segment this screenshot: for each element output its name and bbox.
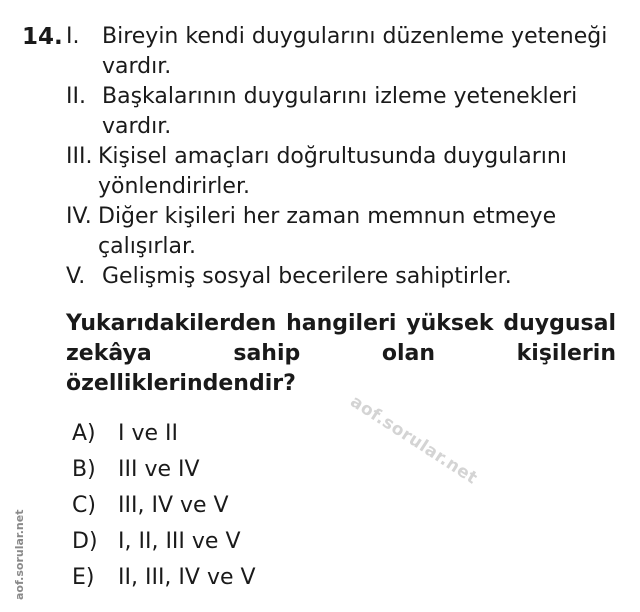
question-stem: Yukarıdakilerden hangileri yüksek duygusal zekâya sahip olan kişilerin özelliklerindendir? bbox=[66, 311, 616, 396]
option-a[interactable] bbox=[72, 416, 256, 452]
statement-2 bbox=[66, 82, 626, 142]
statement-text: Başkalarının duygularını izleme yetenekleri vardır. bbox=[102, 84, 578, 139]
statement-list bbox=[66, 22, 626, 292]
side-watermark: aof.sorular.net bbox=[13, 509, 26, 600]
option-text: III, IV ve V bbox=[118, 493, 229, 518]
option-letter: A) bbox=[72, 421, 96, 446]
option-b[interactable] bbox=[72, 452, 256, 488]
statement-text: Bireyin kendi duygularını düzenleme yeteneği vardır. bbox=[102, 24, 608, 79]
option-letter: C) bbox=[72, 493, 96, 518]
option-c[interactable] bbox=[72, 488, 256, 524]
answer-options bbox=[72, 416, 256, 596]
statement-numeral: I. bbox=[66, 24, 80, 49]
statement-numeral: IV. bbox=[66, 204, 92, 229]
option-text: I ve II bbox=[118, 421, 179, 446]
option-text: III ve IV bbox=[118, 457, 200, 482]
question-number: 14. bbox=[22, 24, 63, 50]
statement-4 bbox=[66, 202, 626, 262]
option-text: II, III, IV ve V bbox=[118, 565, 256, 590]
option-letter: B) bbox=[72, 457, 96, 482]
option-letter: D) bbox=[72, 529, 98, 554]
statement-text: Kişisel amaçları doğrultusunda duygularını yönlendirirler. bbox=[98, 144, 567, 199]
statement-text: Diğer kişileri her zaman memnun etmeye çalışırlar. bbox=[98, 204, 557, 259]
statement-numeral: II. bbox=[66, 84, 86, 109]
statement-5 bbox=[66, 262, 626, 292]
center-watermark: aof.sorular.net bbox=[346, 391, 482, 489]
statement-numeral: V. bbox=[66, 264, 86, 289]
statement-numeral: III. bbox=[66, 144, 93, 169]
option-letter: E) bbox=[72, 565, 95, 590]
statement-3 bbox=[66, 142, 626, 202]
option-d[interactable] bbox=[72, 524, 256, 560]
statement-text: Gelişmiş sosyal becerilere sahiptirler. bbox=[102, 264, 512, 289]
option-text: I, II, III ve V bbox=[118, 529, 241, 554]
statement-1 bbox=[66, 22, 626, 82]
option-e[interactable] bbox=[72, 560, 256, 596]
